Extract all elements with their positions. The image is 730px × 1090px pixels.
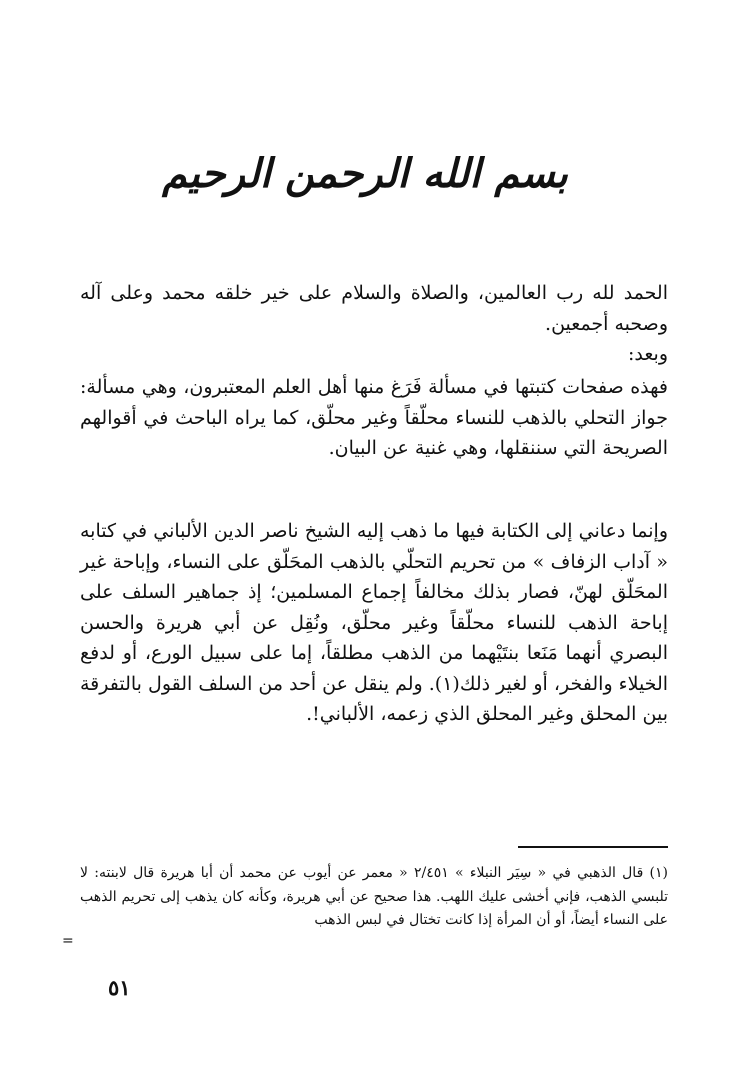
reason-paragraph: وإنما دعاني إلى الكتابة فيها ما ذهب إليه الشيخ ناصر الدين الألباني في كتابه « آداب الزفاف » من تحريم التحلّي بالذهب المحَلّق على النساء، وإباحة غير المحَلّق لهنّ، فصار بذلك مخالفاً إجماع المسلمين؛ إذ جماهير السلف على إباحة الذهب للنساء محلّقاً وغير محلّق، ونُقِل عن أبي هريرة والحسن البصري أنهما مَنَعا بنتَيْهما من الذهب مطلقاً، إما على سبيل الورع، أو لدفع الخيلاء والفخر، أو لغير ذلك(١). ولم ينقل عن أحد من السلف القول بالتفرقة بين المحلق وغير المحلق الذي زعمه، الألباني!. <box>80 520 669 725</box>
footnote-continuation-mark: = <box>62 933 74 949</box>
page-number: ٥١ <box>108 975 131 1000</box>
footnote-divider <box>518 846 668 848</box>
basmala-heading: بسم الله الرحمن الرحيم <box>162 150 568 197</box>
transition-paragraph: وبعد: <box>627 343 668 365</box>
footnote-text: (١) قال الذهبي في « سِيَر النبلاء » ٢/٤٥١ « معمر عن أيوب عن محمد أن أبا هريرة قال لابنته: لا تلبسي الذهب، فإني أخشى عليك اللهب. هذا صحيح عن أبي هريرة، وكأنه كان يذهب إلى تحريم الذهب على النساء أيضاً، أو أن المرأة إذا كانت تختال في لبس الذهب <box>80 865 668 928</box>
intro-paragraph: فهذه صفحات كتبتها في مسألة فَرَغ منها أهل العلم المعتبرون، وهي مسألة: جواز التحلي بالذهب للنساء محلّقاً وغير محلّق، كما يراه الباحث في أقوالهم الصريحة التي سننقلها، وهي غنية عن البيان. <box>80 376 668 459</box>
opening-paragraph: الحمد لله رب العالمين، والصلاة والسلام على خير خلقه محمد وعلى آله وصحبه أجمعين. <box>80 282 668 335</box>
